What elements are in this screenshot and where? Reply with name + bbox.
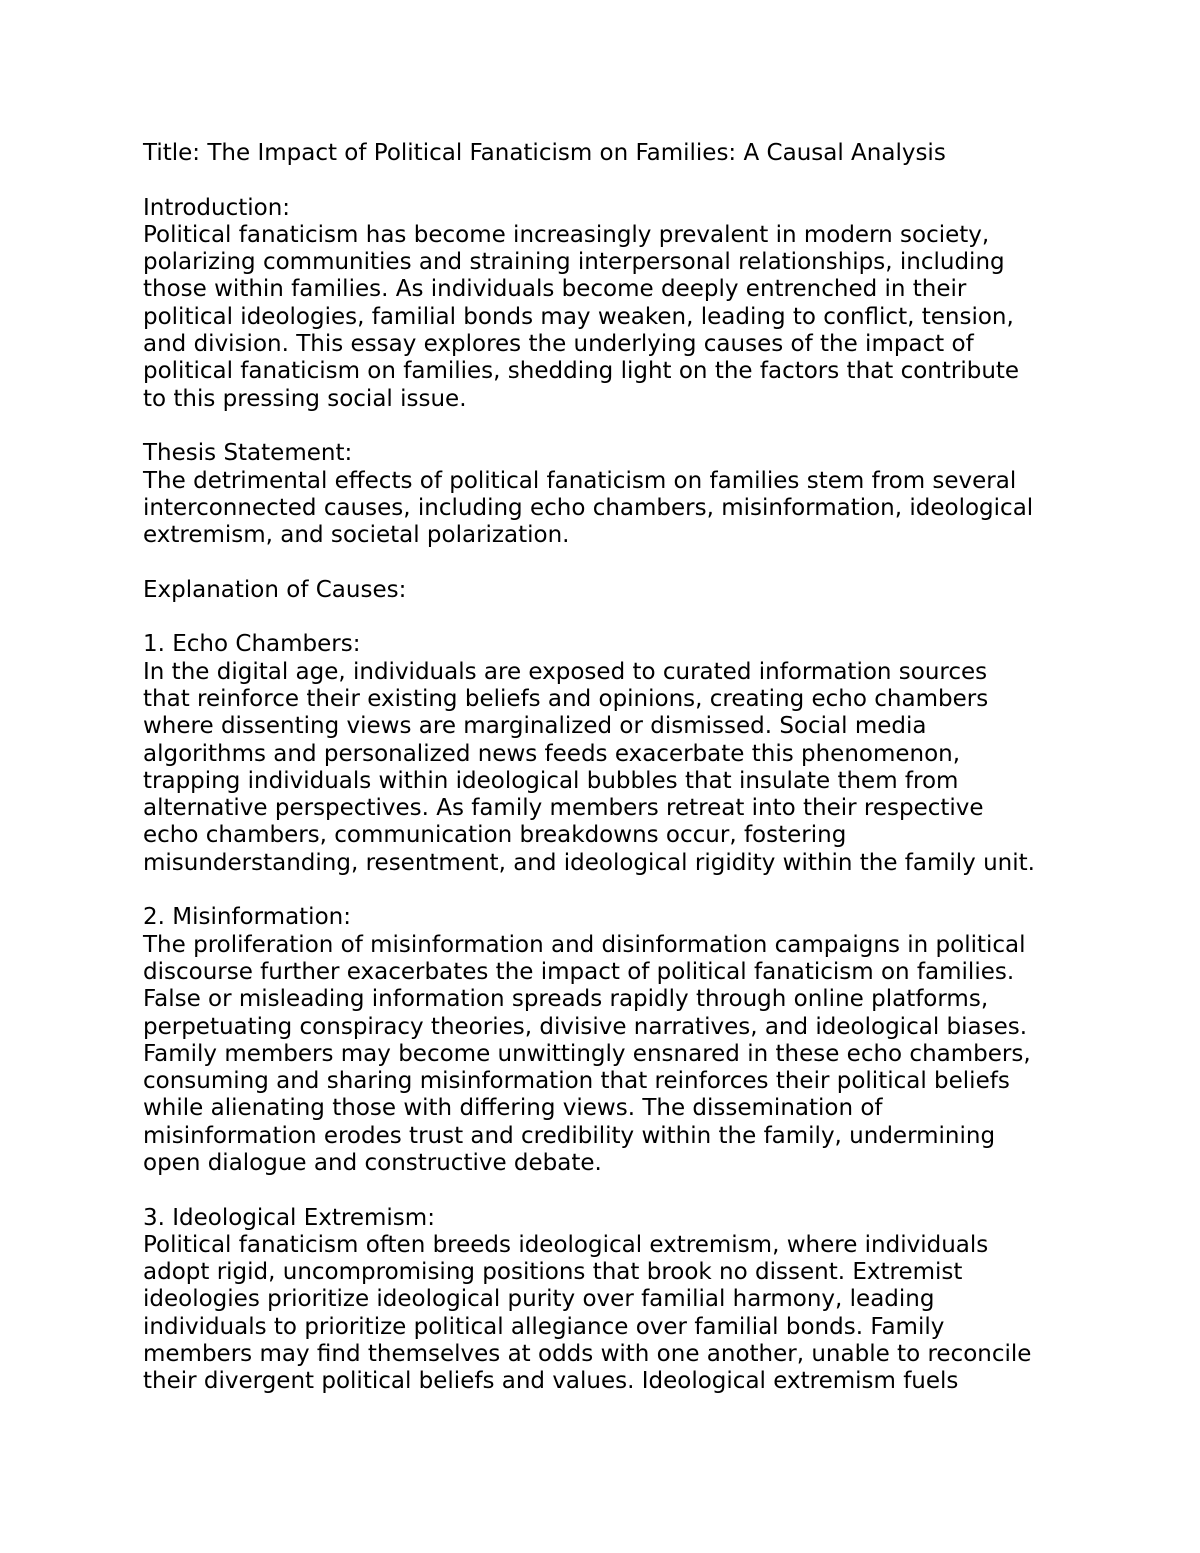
paragraph-line: their divergent political beliefs and values. Ideological extremism fuels xyxy=(143,1368,959,1395)
document-page xyxy=(143,140,1103,1396)
extremism-heading: 3. Ideological Extremism: xyxy=(143,1204,435,1231)
misinformation-heading: 2. Misinformation: xyxy=(143,904,351,931)
paragraph-line: The detrimental effects of political fanaticism on families stem from several xyxy=(143,467,1017,494)
paragraph-line: that reinforce their existing beliefs and opinions, creating echo chambers xyxy=(143,685,989,712)
paragraph-line: political fanaticism on families, shedding light on the factors that contribute xyxy=(143,358,1020,385)
spacer xyxy=(143,549,1103,576)
spacer xyxy=(143,1177,1103,1204)
thesis-paragraph xyxy=(143,468,1103,550)
paragraph-line: extremism, and societal polarization. xyxy=(143,522,570,549)
spacer xyxy=(143,877,1103,904)
paragraph-line: The proliferation of misinformation and disinformation campaigns in political xyxy=(143,931,1026,958)
paragraph-line: while alienating those with differing views. The dissemination of xyxy=(143,1095,883,1122)
paragraph-line: alternative perspectives. As family members retreat into their respective xyxy=(143,795,984,822)
paragraph-line: members may find themselves at odds with one another, unable to reconcile xyxy=(143,1341,1032,1368)
paragraph-line: consuming and sharing misinformation that reinforces their political beliefs xyxy=(143,1068,1010,1095)
thesis-heading: Thesis Statement: xyxy=(143,440,353,467)
paragraph-line: misunderstanding, resentment, and ideological rigidity within the family unit. xyxy=(143,849,1035,876)
paragraph-line: individuals to prioritize political allegiance over familial bonds. Family xyxy=(143,1313,945,1340)
paragraph-line: Political fanaticism often breeds ideological extremism, where individuals xyxy=(143,1231,989,1258)
introduction-paragraph xyxy=(143,222,1103,413)
paragraph-line: ideologies prioritize ideological purity over familial harmony, leading xyxy=(143,1286,935,1313)
paragraph-line: polarizing communities and straining interpersonal relationships, including xyxy=(143,249,1005,276)
paragraph-line: perpetuating conspiracy theories, divisive narratives, and ideological biases. xyxy=(143,1013,1028,1040)
spacer xyxy=(143,413,1103,440)
paragraph-line: to this pressing social issue. xyxy=(143,385,467,412)
paragraph-line: political ideologies, familial bonds may weaken, leading to conflict, tension, xyxy=(143,303,1014,330)
echo-chambers-paragraph xyxy=(143,659,1103,877)
paragraph-line: False or misleading information spreads rapidly through online platforms, xyxy=(143,986,989,1013)
paragraph-line: In the digital age, individuals are exposed to curated information sources xyxy=(143,658,988,685)
spacer xyxy=(143,167,1103,194)
echo-chambers-heading: 1. Echo Chambers: xyxy=(143,631,361,658)
paragraph-line: algorithms and personalized news feeds exacerbate this phenomenon, xyxy=(143,740,961,767)
introduction-heading: Introduction: xyxy=(143,194,291,221)
paragraph-line: echo chambers, communication breakdowns occur, fostering xyxy=(143,822,847,849)
paragraph-line: interconnected causes, including echo chambers, misinformation, ideological xyxy=(143,494,1034,521)
paragraph-line: adopt rigid, uncompromising positions that brook no dissent. Extremist xyxy=(143,1259,963,1286)
paragraph-line: and division. This essay explores the underlying causes of the impact of xyxy=(143,331,974,358)
document-title: Title: The Impact of Political Fanaticism on Families: A Causal Analysis xyxy=(143,140,946,166)
causes-heading: Explanation of Causes: xyxy=(143,576,407,603)
misinformation-paragraph xyxy=(143,932,1103,1178)
paragraph-line: discourse further exacerbates the impact of political fanaticism on families. xyxy=(143,958,1015,985)
paragraph-line: trapping individuals within ideological bubbles that insulate them from xyxy=(143,767,959,794)
paragraph-line: misinformation erodes trust and credibility within the family, undermining xyxy=(143,1122,996,1149)
paragraph-line: Political fanaticism has become increasingly prevalent in modern society, xyxy=(143,221,990,248)
paragraph-line: where dissenting views are marginalized or dismissed. Social media xyxy=(143,713,927,740)
paragraph-line: those within families. As individuals become deeply entrenched in their xyxy=(143,276,967,303)
extremism-paragraph xyxy=(143,1232,1103,1396)
paragraph-line: Family members may become unwittingly ensnared in these echo chambers, xyxy=(143,1040,1031,1067)
paragraph-line: open dialogue and constructive debate. xyxy=(143,1149,602,1176)
spacer xyxy=(143,604,1103,631)
